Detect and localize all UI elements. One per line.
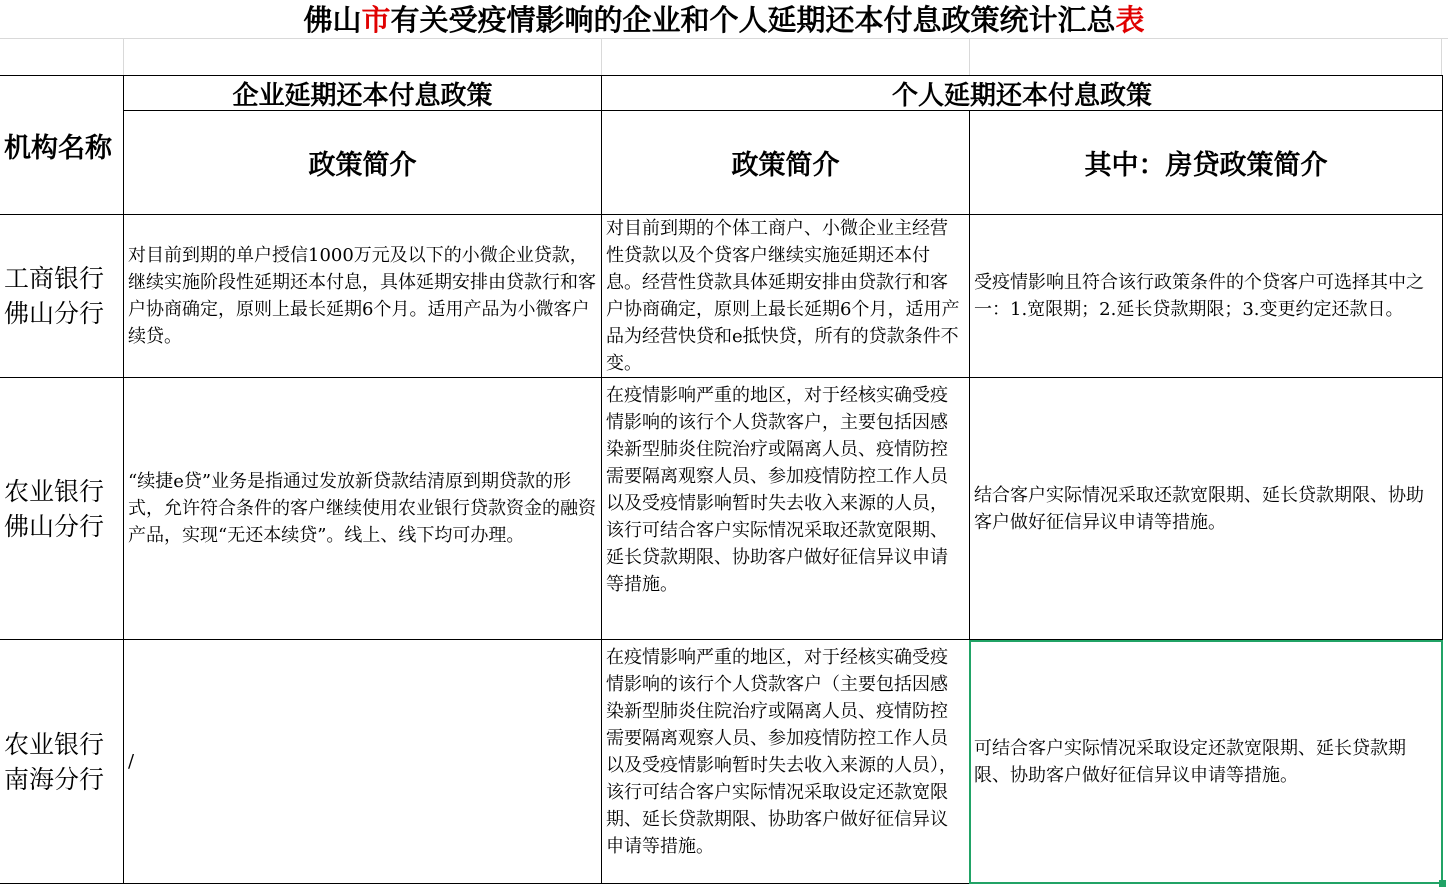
header-personal-policy[interactable]: 政策简介	[731, 150, 840, 181]
header-mortgage-policy[interactable]: 其中：房贷政策简介	[1084, 150, 1328, 181]
org-name-cell[interactable]: 工商银行佛山分行	[4, 264, 105, 328]
gridline	[0, 38, 1448, 39]
active-cell-selection[interactable]	[969, 640, 1443, 884]
personal-policy-cell[interactable]: 在疫情影响严重的地区，对于经核实确受疫情影响的该行个人贷款客户（主要包括因感染新型肺炎住院治疗或隔离人员、疫情防控需要隔离观察人员、参加疫情防控工作人员以及受疫情影响暂时失去收入来源的人员），该行可结合客户实际情况采取设定还款宽限期、延长贷款期限、协助客户做好征信异议申请等措施。	[606, 647, 957, 857]
header-personal-group[interactable]: 个人延期还本付息政策	[891, 80, 1152, 111]
header-org-name[interactable]: 机构名称	[4, 132, 112, 164]
corp-policy-cell[interactable]: /	[128, 751, 135, 772]
mortgage-policy-cell[interactable]: 受疫情影响且符合该行政策条件的个贷客户可选择其中之一：1.宽限期；2.延长贷款期限；3.变更约定还款日。	[974, 272, 1424, 320]
personal-policy-cell[interactable]: 在疫情影响严重的地区，对于经核实确受疫情影响的该行个人贷款客户，主要包括因感染新型肺炎住院治疗或隔离人员、疫情防控需要隔离观察人员、参加疫情防控工作人员以及受疫情影响暂时失去收入来源的人员，该行可结合客户实际情况采取还款宽限期、延长贷款期限、协助客户做好征信异议申请等措施。	[606, 385, 948, 595]
header-corp-policy[interactable]: 政策简介	[308, 150, 417, 181]
org-name-cell[interactable]: 农业银行佛山分行	[4, 476, 105, 541]
fill-handle[interactable]	[1439, 880, 1446, 887]
gridline	[1441, 38, 1442, 75]
title-part-2: 市	[361, 3, 391, 37]
sheet-title[interactable]	[0, 0, 1448, 38]
org-name-cell[interactable]: 农业银行南海分行	[4, 729, 105, 794]
header-corp-group[interactable]: 企业延期还本付息政策	[232, 80, 493, 111]
personal-policy-cell[interactable]: 对目前到期的个体工商户、小微企业主经营性贷款以及个贷客户继续实施延期还本付息。经营性贷款具体延期安排由贷款行和客户协商确定，原则上最长延期6个月，适用产品为经营快贷和e抵快贷，所有的贷款条件不变。	[606, 218, 960, 374]
mortgage-policy-cell[interactable]: 结合客户实际情况采取还款宽限期、延长贷款期限、协助客户做好征信异议申请等措施。	[974, 484, 1424, 533]
title-part-4: 表	[1115, 3, 1145, 37]
gridline	[123, 38, 124, 75]
title-part-1: 佛山	[303, 3, 362, 37]
mortgage-policy-cell[interactable]: 可结合客户实际情况采取设定还款宽限期、延长贷款期限、协助客户做好征信异议申请等措施。	[974, 737, 1406, 786]
corp-policy-cell[interactable]: “续捷e贷”业务是指通过发放新贷款结清原到期贷款的形式，允许符合条件的客户继续使用农业银行贷款资金的融资产品，实现“无还本续贷”。线上、线下均可办理。	[128, 471, 596, 546]
gridline	[601, 38, 602, 75]
gridline	[969, 38, 970, 75]
title-part-3: 有关受疫情影响的企业和个人延期还本付息政策统计汇总	[390, 3, 1116, 37]
corp-policy-cell[interactable]: 对目前到期的单户授信1000万元及以下的小微企业贷款，继续实施阶段性延期还本付息，具体延期安排由贷款行和客户协商确定，原则上最长延期6个月。适用产品为小微客户续贷。	[128, 245, 596, 347]
